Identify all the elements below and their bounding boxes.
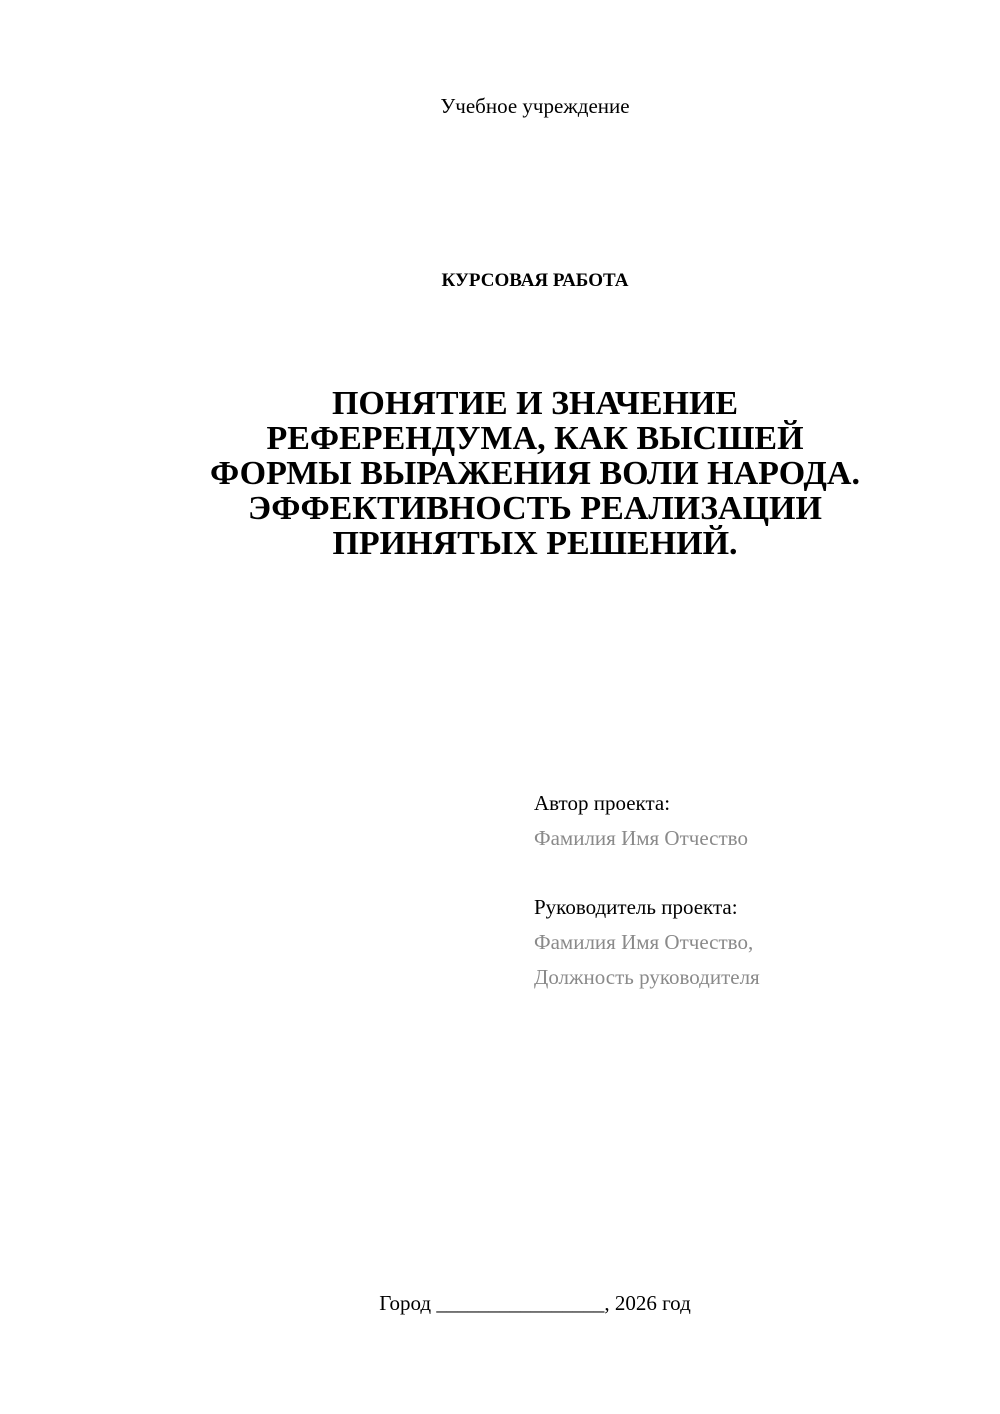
document-title bbox=[100, 386, 970, 561]
spacer bbox=[534, 856, 974, 890]
author-label: Автор проекта: bbox=[534, 791, 671, 815]
title-line: РЕФЕРЕНДУМА, КАК ВЫСШЕЙ bbox=[266, 420, 804, 457]
author-name: Фамилия Имя Отчество bbox=[534, 826, 748, 850]
supervisor-label: Руководитель проекта: bbox=[534, 895, 738, 919]
work-type-heading: КУРСОВАЯ РАБОТА bbox=[441, 270, 629, 291]
credits-block bbox=[534, 786, 974, 995]
supervisor-name: Фамилия Имя Отчество, bbox=[534, 930, 754, 954]
title-line: ПРИНЯТЫХ РЕШЕНИЙ. bbox=[332, 525, 738, 562]
institution-name: Учебное учреждение bbox=[440, 94, 630, 118]
title-line: ЭФФЕКТИВНОСТЬ РЕАЛИЗАЦИИ bbox=[248, 490, 822, 527]
supervisor-position: Должность руководителя bbox=[534, 965, 760, 989]
city-year-footer: Город ________________, 2026 год bbox=[379, 1291, 691, 1315]
title-line: ФОРМЫ ВЫРАЖЕНИЯ ВОЛИ НАРОДА. bbox=[210, 455, 860, 492]
title-line: ПОНЯТИЕ И ЗНАЧЕНИЕ bbox=[331, 385, 739, 422]
